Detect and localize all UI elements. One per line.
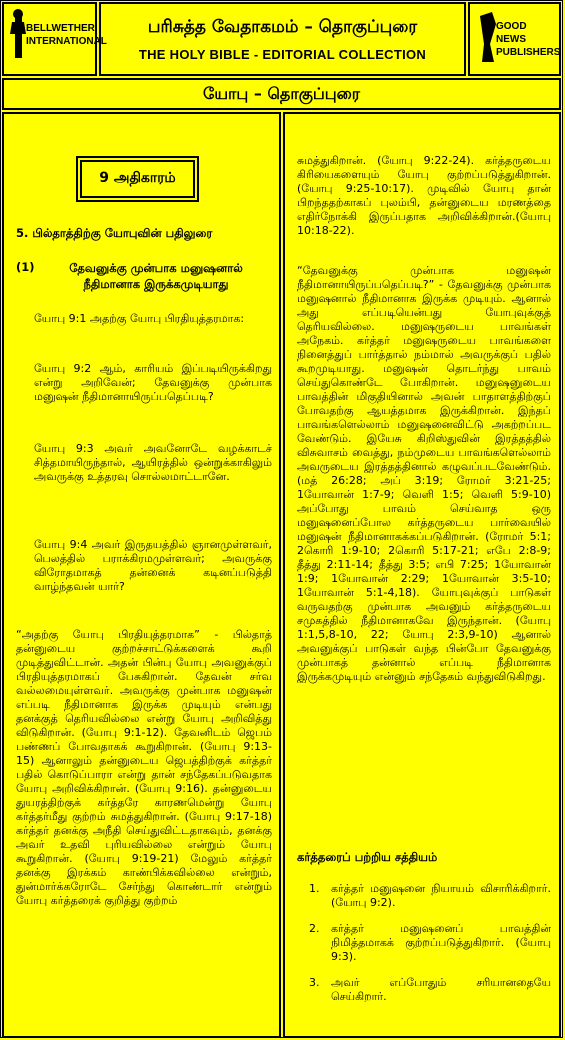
list-text: கர்த்தர் மனுஷனைப் பாவத்தின் நிமித்தமாகக் குற்றப்படுத்துகிறார். (யோபு 9:3). [331,922,551,963]
list-text: அவர் எப்போதும் சரியானதையே செய்கிறார். [331,976,551,1003]
truth-list [309,882,551,1004]
commentary-paragraph: “அதற்கு யோபு பிரதியுத்தரமாக” - பில்தாத் தன்னுடைய குற்றச்சாட்டுக்களைக் கூறி முடித்துவிட்டான். அதன் பின்பு யோபு அவனுக்குப் பிரதியுத்தரமாகப் பேசுகிறான். தேவன் சர்வ வல்லமையுள்ளவர். அவருக்கு முன்பாக மனுஷன் எப்படி நீதிமானாக இருக்க முடியும் என்பது தனக்குத் தெரியவில்லை என்று யோபு அறிவித்து விடுகிறான். (யோபு 9:1-12). தேவனிடம் ஜெபம் பண்ணப் போவதாகக் கூறுகிறான். (யோபு 9:13-15) ஆனாலும் தன்னுடைய ஜெபத்திற்குக் கர்த்தர் பதில் கொடுப்பாரா என்று தான் சந்தேகப்படுவதாக யோபு அறிவிக்கிறான். (யோபு 9:16). தன்னுடைய துயரத்திற்குக் கர்த்தரே காரணமென்று யோபு கர்த்தர்மீது குற்றம் சுமத்துகிறான். (யோபு 9:17-18) கர்த்தர் தனக்கு அநீதி செய்துவிட்டதாகவும், தனக்கு அவர் உதவி புரியவில்லை என்றும் யோபு கூறுகிறான். (யோபு 9:19-21) மேலும் கர்த்தர் தனக்கு இரக்கம் காண்பிக்கவில்லை என்றும், துன்மார்க்கரோடே சேர்ந்து கொண்டார் என்றும் யோபு கர்த்தரைக் குறித்து குற்றம் [16,628,272,907]
verse-9-3: யோபு 9:3 அவர் அவனோடே வழக்காடச் சித்தமாயிருந்தால், ஆயிரத்தில் ஒன்றுக்காகிலும் அவருக்கு உத்தரவு சொல்லமாட்டானே. [34,442,272,483]
section-heading: 5. பில்தாத்திற்கு யோபுவின் பதிலுரை [16,226,213,240]
truth-heading: கர்த்தரைப் பற்றிய சத்தியம் [297,850,438,864]
verse-9-4: யோபு 9:4 அவர் இருதயத்தில் ஞானமுள்ளவர், பெலத்தில் பராக்கிரமமுள்ளவர்; அவருக்கு விரோதமாகத் தன்னைக் கடினப்படுத்தி வாழ்ந்தவன் யார்? [34,538,272,593]
chapter-heading: 9 அதிகாரம் [80,160,195,198]
list-number: 2. [309,922,320,935]
commentary-continued: சுமத்துகிறான். (யோபு 9:22-24). கர்த்தருடைய கிரியைகளையும் யோபு குற்றப்படுத்துகிறான். (யோபு 9:25-10:17). முடிவில் யோபு தான் பிறந்ததற்காகப் புலம்பி, தன்னுடைய மரணத்தை எதிர்நோக்கி இருப்பதாக அறிவிக்கிறான்.(யோபு 10:18-22). [297,154,551,237]
title-tamil: பரிசுத்த வேதாகமம் – தொகுப்புரை [147,16,418,37]
list-text: கர்த்தர் மனுஷனை நியாயம் விசாரிக்கிறார். (யோபு 9:2). [331,882,551,909]
list-number: 3. [309,976,320,989]
list-number: 1. [309,882,320,895]
good-news-logo [468,2,561,76]
righteousness-paragraph: “தேவனுக்கு முன்பாக மனுஷன் நீதிமானாயிருப்பதெப்படி?” - தேவனுக்கு முன்பாக மனுஷனால் நீதிமானாக இருக்க முடியும். ஆனால் அது எப்படியென்பது யோபுவுக்குத் தெரியவில்லை. மனுஷருடைய பாவங்கள் அநேகம். கர்த்தர் மனுஷருடைய பாவங்களை நினைத்துப் பார்த்தால் நம்மால் அவருக்குப் பதில் கூறமுடியாது. மனுஷன் தொடர்ந்து பாவம் செய்துகொண்டே போகிறான். மனுஷனுடைய பாவத்தின் மிகுதியினால் அவன் பாதாளத்திற்குப் போவதற்கு ஆயத்தமாக இருக்கிறான். இந்தப் பாவங்களெல்லாம் மனுஷனைவிட்டு அகற்றப்பட வேண்டும். இயேசு கிறிஸ்துவின் இரத்தத்தில் விசுவாசம் வைத்து, நம்முடைய பாவங்களெல்லாம் அவருடைய இரத்தத்தினால் கழுவப்படவேண்டும். (மத் 26:28; அப் 3:19; ரோமர் 3:21-25; 1யோவான் 1:7-9; வெளி 1:5; வெளி 5:9-10) அப்போது பாவம் செய்வாத ஒரு மனுஷனைப்போல கர்த்தருடைய பார்வையில் மனுஷன் நீதிமானாகக்கப்படுகிறான். (ரோமர் 5:1; 2கொரி 1:9-10; 2கொரி 5:17-21; எபே 2:8-9; தீத்து 2:11-14; தீத்து 3:5; எபி 7:25; 1யோவான் 1:9; 1யோவான் 2:29; 1யோவான் 3:5-10; 1யோவான் 5:1-4,18). யோபுவுக்குப் பாடுகள் வருவதற்கு முன்பாக அவனும் கர்த்தருடைய சமுகத்தில் நீதிமானாகவே இருந்தான். (யோபு 1:1,5,8-10, 22; யோபு 2:3,9-10) ஆனால் அவனுக்குப் பாடுகள் வந்த பின்போ தேவனுக்கு முன்பாகத் தன்னால் எப்படி நீதிமானாக இருக்கமுடியும் என்னும் சந்தேகம் வந்துவிடுகிறது. [297,264,551,683]
list-item [309,882,551,910]
left-column [2,112,281,1038]
page-header [2,2,561,76]
bellwether-logo [2,2,107,76]
verse-9-2: யோபு 9:2 ஆம், காரியம் இப்படியிருக்கிறது என்று அறிவேன்; தேவனுக்கு முன்பாக மனுஷன் நீதிமானாயிருப்பதெப்படி? [34,362,272,403]
page-subtitle: யோபு – தொகுப்புரை [2,78,561,110]
title-english: THE HOLY BIBLE - EDITORIAL COLLECTION [138,46,427,62]
verse-9-1: யோபு 9:1 அதற்கு யோபு பிரதியுத்தரமாக: [34,312,245,325]
item-number: (1) [16,260,35,274]
item-title: தேவனுக்கு முன்பாக மனுஷனால் நீதிமானாக இருக்கமுடியாது [69,261,243,291]
list-item [309,976,551,1004]
header-title-box [99,2,466,76]
list-item [309,922,551,964]
right-logo-text: GOOD NEWS PUBLISHERS [496,21,561,58]
left-logo-text: BELLWETHER INTERNATIONAL [26,23,107,47]
right-column [283,112,561,1038]
